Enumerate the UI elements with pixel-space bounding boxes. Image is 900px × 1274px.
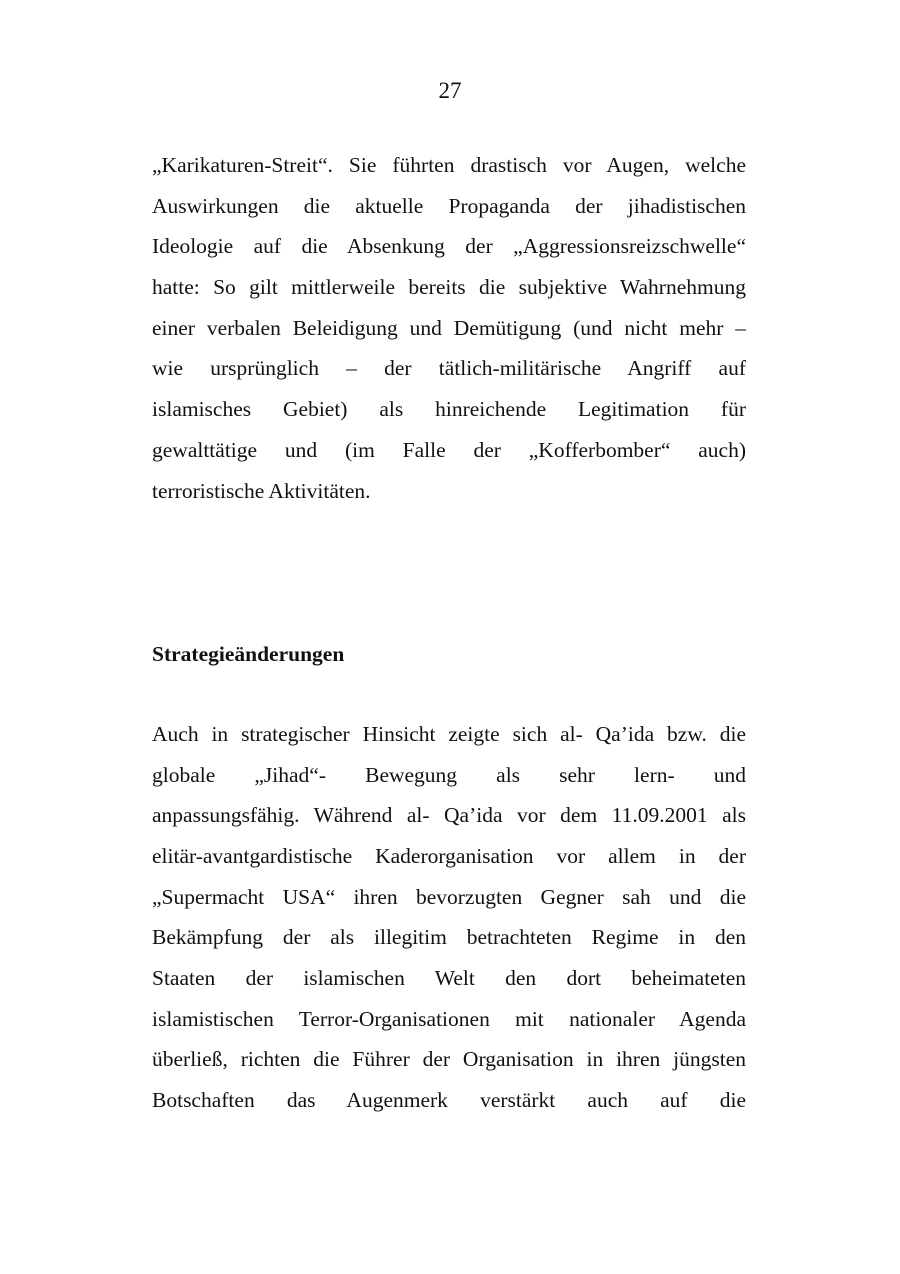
- paragraph-2-line: überließ, richten die Führer der Organisation in ihren jüngsten: [152, 1047, 746, 1071]
- paragraph-1-line: Ideologie auf die Absenkung der „Aggressionsreizschwelle“: [152, 234, 746, 258]
- paragraph-1-line: einer verbalen Beleidigung und Demütigung (und nicht mehr –: [152, 316, 746, 340]
- paragraph-1-line: islamisches Gebiet) als hinreichende Legitimation für: [152, 397, 746, 421]
- paragraph-1-line: Auswirkungen die aktuelle Propaganda der jihadistischen: [152, 194, 746, 218]
- paragraph-1-line: „Karikaturen-Streit“. Sie führten drastisch vor Augen, welche: [152, 153, 746, 177]
- paragraph-2-line: Botschaften das Augenmerk verstärkt auch auf die: [152, 1088, 746, 1112]
- paragraph-2-line: Bekämpfung der als illegitim betrachteten Regime in den: [152, 925, 746, 949]
- paragraph-2-line: „Supermacht USA“ ihren bevorzugten Gegner sah und die: [152, 885, 746, 909]
- paragraph-2-line: Auch in strategischer Hinsicht zeigte sich al- Qa’ida bzw. die: [152, 722, 746, 746]
- paragraph-2-line: globale „Jihad“- Bewegung als sehr lern- und: [152, 763, 746, 787]
- paragraph-2-line: elitär-avantgardistische Kaderorganisation vor allem in der: [152, 844, 746, 868]
- paragraph-2-line: anpassungsfähig. Während al- Qa’ida vor dem 11.09.2001 als: [152, 803, 746, 827]
- paragraph-1-line: hatte: So gilt mittlerweile bereits die subjektive Wahrnehmung: [152, 275, 746, 299]
- paragraph-1-line: gewalttätige und (im Falle der „Kofferbomber“ auch): [152, 438, 746, 462]
- paragraph-2-line: islamistischen Terror-Organisationen mit nationaler Agenda: [152, 1007, 746, 1031]
- section-heading: Strategieänderungen: [152, 642, 345, 666]
- paragraph-2-line: Staaten der islamischen Welt den dort beheimateten: [152, 966, 746, 990]
- paragraph-1-line: wie ursprünglich – der tätlich-militärische Angriff auf: [152, 356, 746, 380]
- paragraph-1-line: terroristische Aktivitäten.: [152, 479, 371, 503]
- page-number: 27: [438, 78, 462, 103]
